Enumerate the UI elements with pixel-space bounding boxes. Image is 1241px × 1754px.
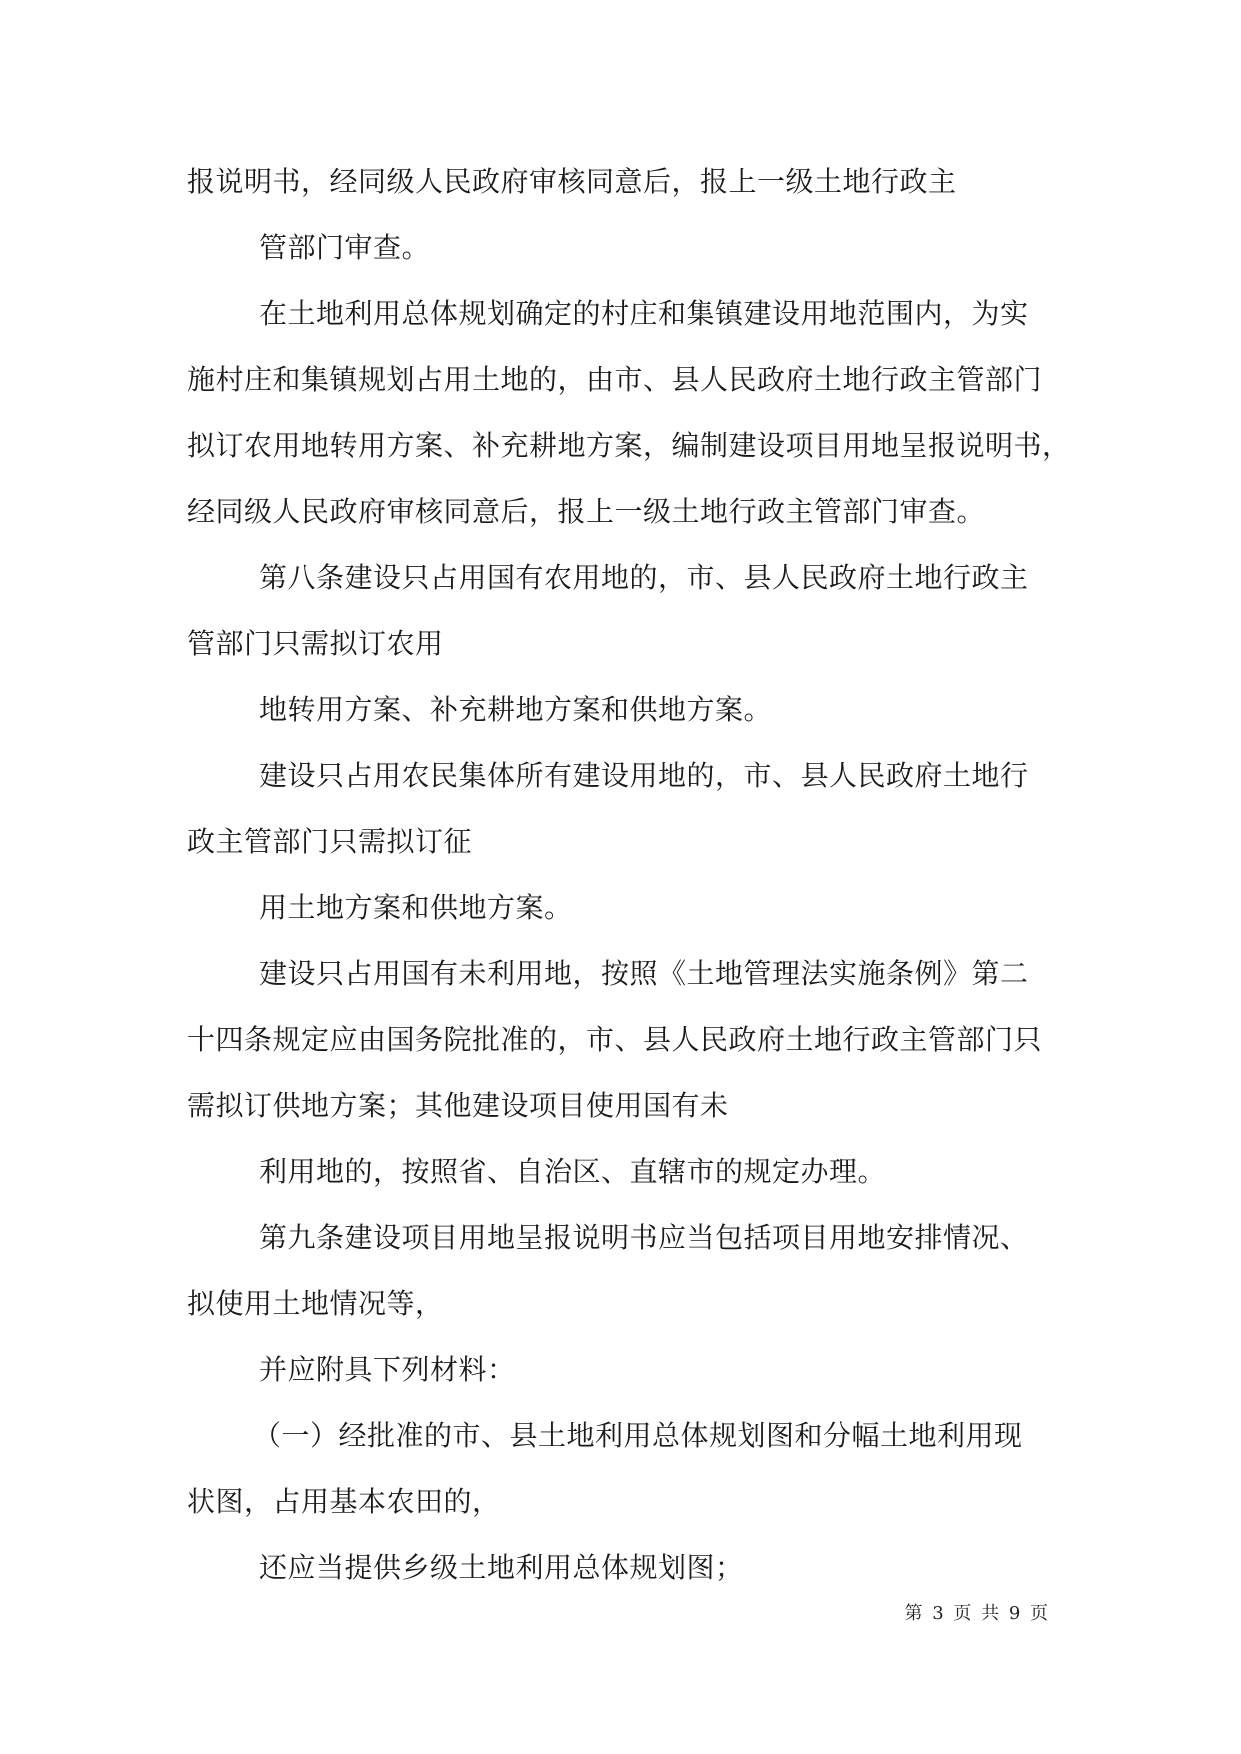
- text-line: 十四条规定应由国务院批准的，市、县人民政府土地行政主管部门只: [187, 1023, 1043, 1056]
- text-line: 需拟订供地方案；其他建设项目使用国有未: [187, 1089, 729, 1122]
- text-line: 政主管部门只需拟订征: [187, 825, 473, 858]
- text-line: 还应当提供乡级土地利用总体规划图；: [259, 1551, 744, 1584]
- text-line: 管部门审查。: [259, 231, 431, 264]
- text-line: 在土地利用总体规划确定的村庄和集镇建设用地范围内，为实: [259, 297, 1029, 330]
- text-line: 建设只占用国有未利用地，按照《土地管理法实施条例》第二: [259, 957, 1029, 990]
- text-line: 建设只占用农民集体所有建设用地的，市、县人民政府土地行: [259, 759, 1029, 792]
- text-line: 地转用方案、补充耕地方案和供地方案。: [259, 693, 773, 726]
- text-line: 并应附具下列材料：: [259, 1353, 516, 1386]
- text-line: 用土地方案和供地方案。: [259, 891, 573, 924]
- text-line: 管部门只需拟订农用: [187, 627, 444, 660]
- text-line: 状图，占用基本农田的，: [187, 1485, 501, 1518]
- page-number: 第 3 页 共 9 页: [904, 1603, 1050, 1624]
- text-line: 第八条建设只占用国有农用地的，市、县人民政府土地行政主: [259, 561, 1029, 594]
- text-line: 报说明书，经同级人民政府审核同意后，报上一级土地行政主: [187, 165, 957, 198]
- text-line: 经同级人民政府审核同意后，报上一级土地行政主管部门审查。: [187, 495, 986, 528]
- text-line: （一）经批准的市、县土地利用总体规划图和分幅土地利用现: [253, 1419, 1023, 1452]
- text-line: 施村庄和集镇规划占用土地的，由市、县人民政府土地行政主管部门: [187, 363, 1043, 396]
- text-line: 拟订农用地转用方案、补充耕地方案，编制建设项目用地呈报说明书，: [187, 429, 1071, 462]
- text-line: 拟使用土地情况等，: [187, 1287, 444, 1320]
- text-line: 第九条建设项目用地呈报说明书应当包括项目用地安排情况、: [259, 1221, 1029, 1254]
- text-line: 利用地的，按照省、自治区、直辖市的规定办理。: [259, 1155, 887, 1188]
